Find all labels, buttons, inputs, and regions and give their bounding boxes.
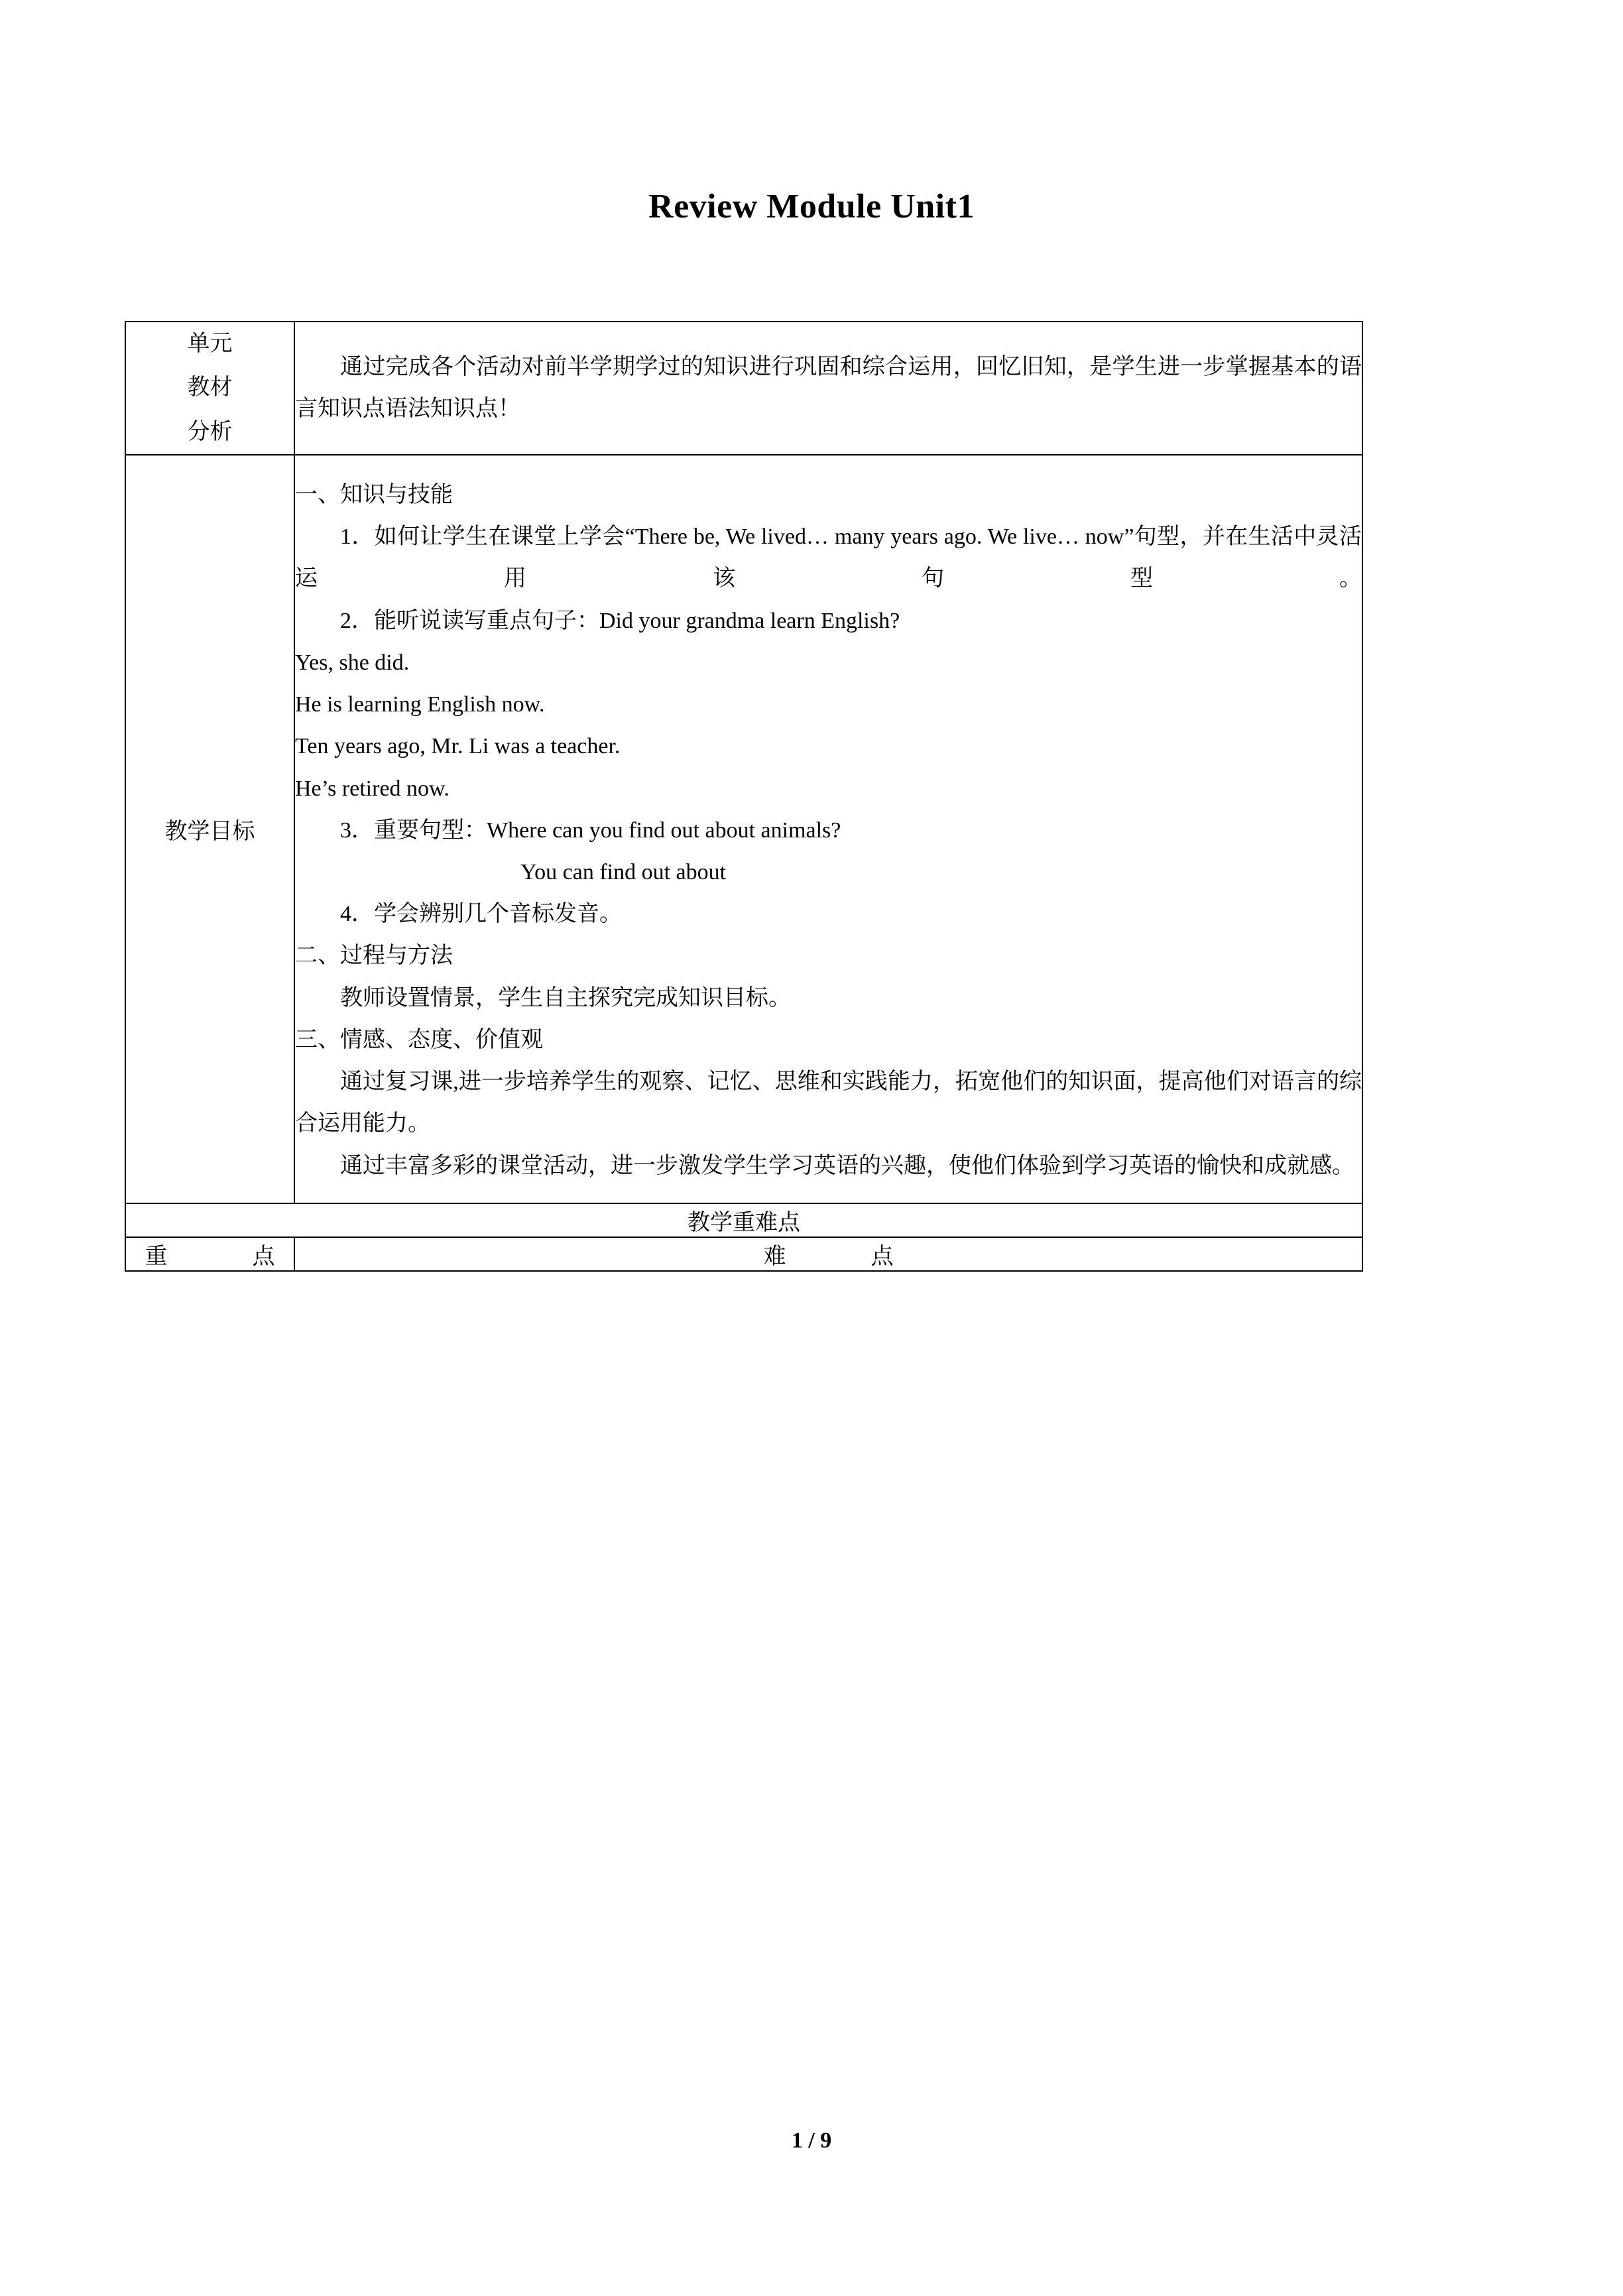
objectives-section-two-heading: 二、过程与方法 xyxy=(295,943,453,969)
row-label-line-1: 单元 xyxy=(187,332,233,356)
lesson-plan-table xyxy=(125,321,1363,1272)
table-row-key-difficult-labels xyxy=(125,1237,1362,1271)
objectives-item-3-answer: You can find out about xyxy=(520,860,727,884)
objectives-sentence-4: He’s retired now. xyxy=(295,776,450,801)
page-footer: 1 / 9 xyxy=(791,2128,832,2153)
cell-objectives-content xyxy=(294,455,1362,1203)
objectives-section-three-text-2: 通过丰富多彩的课堂活动，进一步激发学生学习英语的兴趣，使他们体验到学习英语的愉快和成就感。 xyxy=(340,1153,1354,1178)
objectives-sentence-1: Yes, she did. xyxy=(295,650,410,675)
key-point-label: 重 点 xyxy=(125,1237,294,1271)
objectives-section-three-text-1: 通过复习课,进一步培养学生的观察、记忆、思维和实践能力，拓宽他们的知识面，提高他们对语言的综合运用能力。 xyxy=(295,1069,1362,1136)
row-label-line-3: 分析 xyxy=(187,419,233,444)
table-row-key-difficult-header xyxy=(125,1203,1362,1237)
objectives-item-3: 3．重要句型：Where can you find out about animals? xyxy=(340,817,841,843)
objectives-section-three-heading: 三、情感、态度、价值观 xyxy=(295,1027,543,1052)
table-row-unit-material xyxy=(125,322,1362,455)
objectives-sentence-2: He is learning English now. xyxy=(295,692,545,717)
objectives-section-two-text: 教师设置情景，学生自主探究完成知识目标。 xyxy=(340,985,791,1010)
objectives-item-4: 4．学会辨别几个音标发音。 xyxy=(340,902,622,927)
table-row-objectives xyxy=(125,455,1362,1203)
objectives-item-2: 2．能听说读写重点句子：Did your grandma learn English? xyxy=(340,608,900,633)
row-label-line-2: 教材 xyxy=(187,375,233,400)
objectives-item-1: 1．如何让学生在课堂上学会“There be, We lived… many years ago. We live… now”句型，并在生活中灵活运用该句型。 xyxy=(295,524,1362,591)
cell-unit-material-content xyxy=(294,322,1362,455)
row-label-objectives: 教学目标 xyxy=(125,455,294,1203)
unit-material-paragraph: 通过完成各个活动对前半学期学过的知识进行巩固和综合运用，回忆旧知，是学生进一步掌握基本的语言知识点语法知识点！ xyxy=(295,355,1362,422)
page-title: Review Module Unit1 xyxy=(648,188,975,225)
objectives-sentence-3: Ten years ago, Mr. Li was a teacher. xyxy=(295,734,621,759)
row-label-unit-material xyxy=(125,322,294,455)
key-difficult-header-title: 教学重难点 xyxy=(125,1203,1362,1237)
objectives-section-one-heading: 一、知识与技能 xyxy=(295,482,453,507)
difficult-point-label: 难 点 xyxy=(294,1237,1362,1271)
